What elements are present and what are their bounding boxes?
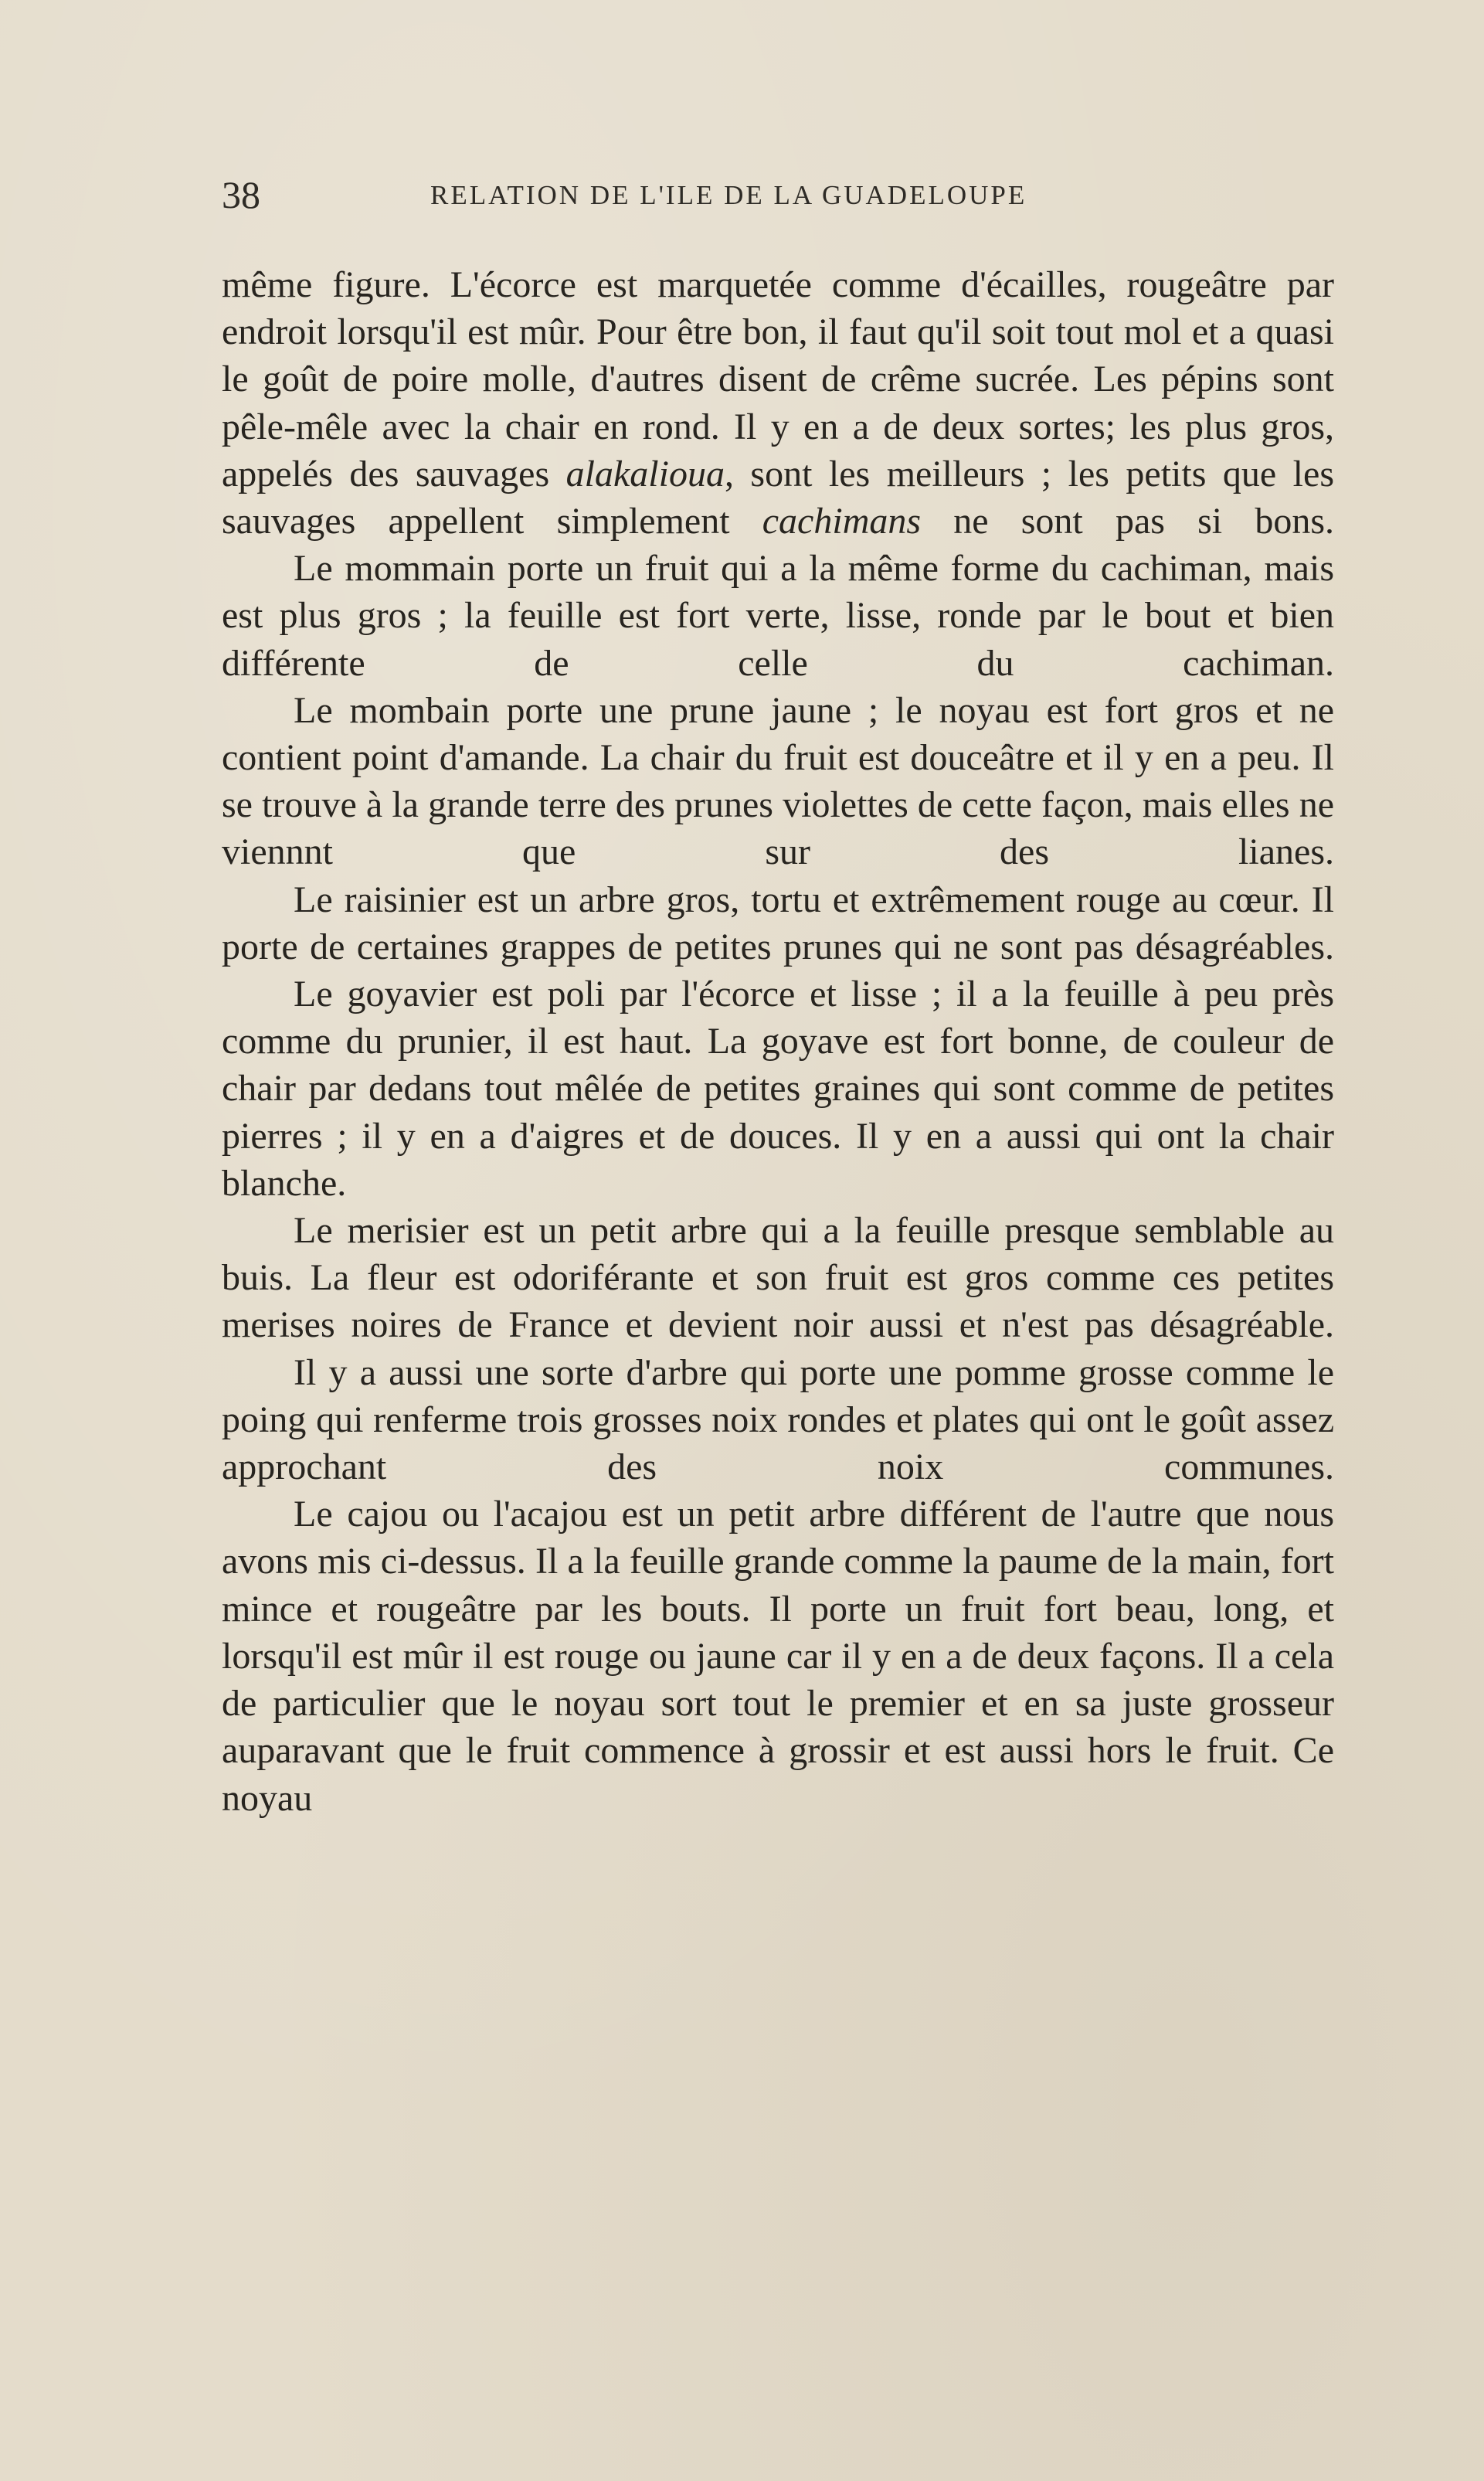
- paragraph-goyavier: Le goyavier est poli par l'écorce et lisse ; il a la feuille à peu près comme du prunier, il est haut. La goyave est fort bonne, de couleur de chair par dedans tout mêlée de petites graines qui sont comme de petites pierres ; il y en a d'aigres et de douces. Il y en a aussi qui ont la chair blanche.: [222, 974, 1334, 1204]
- body-text: [222, 261, 1334, 1822]
- italic-term-alakalioua: alakalioua: [565, 453, 725, 495]
- running-header: [222, 172, 1334, 218]
- italic-term-cachimans: cachimans: [762, 501, 922, 542]
- paragraph-raisinier: Le raisinier est un arbre gros, tortu et extrêmement rouge au cœur. Il porte de certaines grappes de petites prunes qui ne sont pas désagréables.: [222, 879, 1334, 967]
- running-title: RELATION DE L'ILE DE LA GUADELOUPE: [430, 180, 1027, 210]
- paragraph-merisier: Le merisier est un petit arbre qui a la feuille presque semblable au buis. La fleur est odoriférante et son fruit est gros comme ces petites merises noires de France et devient noir aussi et n'est pas désagréable.: [222, 1210, 1334, 1346]
- paragraph-cajou: Le cajou ou l'acajou est un petit arbre différent de l'autre que nous avons mis ci-dessus. Il a la feuille grande comme la paume de la main, fort mince et rougeâtre par les bouts. Il porte un fruit fort beau, long, et lorsqu'il est mûr il est rouge ou jaune car il y en a de deux façons. Il a cela de particulier que le noyau sort tout le premier et en sa juste grosseur auparavant que le fruit commence à grossir et est aussi hors le fruit. Ce noyau: [222, 1494, 1334, 1819]
- page-number: 38: [222, 173, 260, 216]
- paragraph-noix: Il y a aussi une sorte d'arbre qui porte une pomme grosse comme le poing qui renferme trois grosses noix rondes et plates qui ont le goût assez approchant des noix communes.: [222, 1351, 1334, 1488]
- paragraph-1: même figure. L'écorce est marquetée comme d'écailles, rougeâtre par endroit lorsqu'il est mûr. Pour être bon, il faut qu'il soit tout mol et a quasi le goût de poire molle, d'autres disent de crême sucrée. Les pépins sont pêle-mêle avec la chair en rond. Il y en a de deux sortes; les plus gros, appelés des sauvages alakalioua, sont les meilleurs ; les petits que les sauvages appellent simplement cachimans ne sont pas si bons.: [222, 264, 1335, 542]
- paragraph-mommain: Le mommain porte un fruit qui a la même forme du cachiman, mais est plus gros ; la feuille est fort verte, lisse, ronde par le bout et bien différente de celle du cachiman.: [222, 548, 1334, 684]
- paragraph-mombain: Le mombain porte une prune jaune ; le noyau est fort gros et ne contient point d'amande. La chair du fruit est douceâtre et il y en a peu. Il se trouve à la grande terre des prunes violettes de cette façon, mais elles ne viennnt que sur des lianes.: [222, 689, 1334, 873]
